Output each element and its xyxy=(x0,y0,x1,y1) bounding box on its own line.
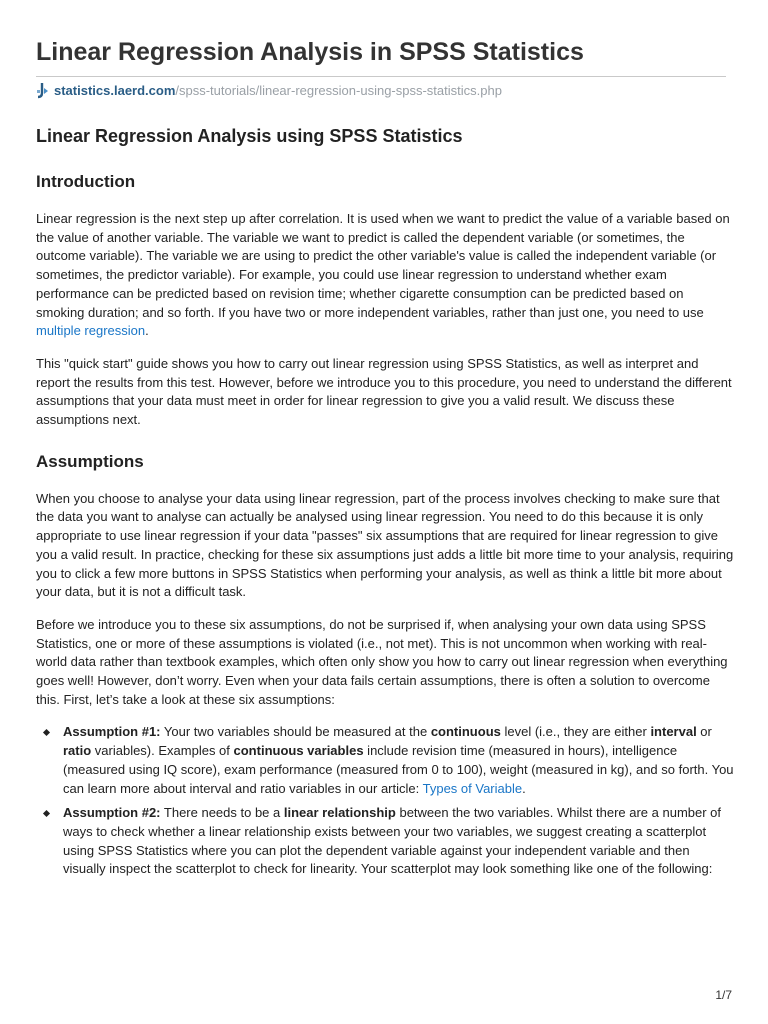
page-number: 1/7 xyxy=(715,988,732,1002)
document-title: Linear Regression Analysis in SPSS Statistics xyxy=(36,38,584,66)
list-item: Assumption #2: There needs to be a linear relationship between the two variables. Whilst there are a number of ways to check whether a linear relationship exists between your two variables, we suggest creating a scatterplot using SPSS Statistics where you can plot the dependent variable against your independent variable and then visually inspect the scatterplot to check for linearity. Your scatterplot may look something like one of the following: xyxy=(36,804,734,879)
laerd-logo-icon xyxy=(36,82,49,99)
types-of-variable-link[interactable]: Types of Variable xyxy=(422,780,523,796)
multiple-regression-link[interactable]: multiple regression xyxy=(36,323,146,339)
introduction-paragraph-1: Linear regression is the next step up after correlation. It is used when we want to predict the value of a variable based on the value of another variable. The variable we want to predict is called the dependent variable (or sometimes, the outcome variable). The variable we are using to predict the other variable's value is called the independent variable (or sometimes, the predictor variable). For example, you could use linear regression to understand whether exam performance can be predicted based on revision time; whether cigarette consumption can be predicted based on smoking duration; and so forth. If you have two or more independent variables, rather than just one, you need to use multiple regression. xyxy=(36,211,730,339)
assumptions-heading: Assumptions xyxy=(36,451,144,471)
assumptions-list xyxy=(36,723,734,879)
diamond-bullet-icon xyxy=(43,810,50,817)
source-path[interactable]: /spss-tutorials/linear-regression-using-spss-statistics.php xyxy=(175,83,502,98)
title-divider xyxy=(36,76,726,77)
diamond-bullet-icon xyxy=(43,729,50,736)
source-line xyxy=(36,82,502,99)
introduction-paragraph-2: This "quick start" guide shows you how to carry out linear regression using SPSS Statistics, as well as interpret and report the results from this test. However, before we introduce you to this procedure, you need to understand the different assumptions that your data must meet in order for linear regression to give you a valid result. We discuss these assumptions next. xyxy=(36,355,732,428)
list-item: Assumption #1: Your two variables should be measured at the continuous level (i.e., they are either interval or ratio variables). Examples of continuous variables include revision time (measured in hours), intelligence (measured using IQ score), exam performance (measured from 0 to 100), weight (measured in kg), and so forth. You can learn more about interval and ratio variables in our article: Types of Variable. xyxy=(36,723,734,798)
source-domain[interactable]: statistics.laerd.com xyxy=(54,83,176,98)
introduction-heading: Introduction xyxy=(36,172,136,191)
assumptions-paragraph-1: When you choose to analyse your data using linear regression, part of the process involves checking to make sure that the data you want to analyse can actually be analysed using linear regression. You need to do this because it is only appropriate to use linear regression if your data "passes" six assumptions that are required for linear regression to give you a valid result. In practice, checking for these six assumptions just adds a little bit more time to your analysis, requiring you to click a few more buttons in SPSS Statistics when performing your analysis, as well as think a little bit more about your data, but it is not a difficult task. xyxy=(36,490,734,600)
article-content xyxy=(36,126,734,885)
assumptions-paragraph-2: Before we introduce you to these six assumptions, do not be surprised if, when analysing your own data using SPSS Statistics, one or more of these assumptions is violated (i.e., not met). This is not uncommon when working with real-world data rather than textbook examples, which often only show you how to carry out linear regression when everything goes well! However, don’t worry. Even when your data fails certain assumptions, there is often a solution to overcome this. First, let’s take a look at these six assumptions: xyxy=(36,616,728,707)
main-title: Linear Regression Analysis using SPSS Statistics xyxy=(36,126,463,146)
